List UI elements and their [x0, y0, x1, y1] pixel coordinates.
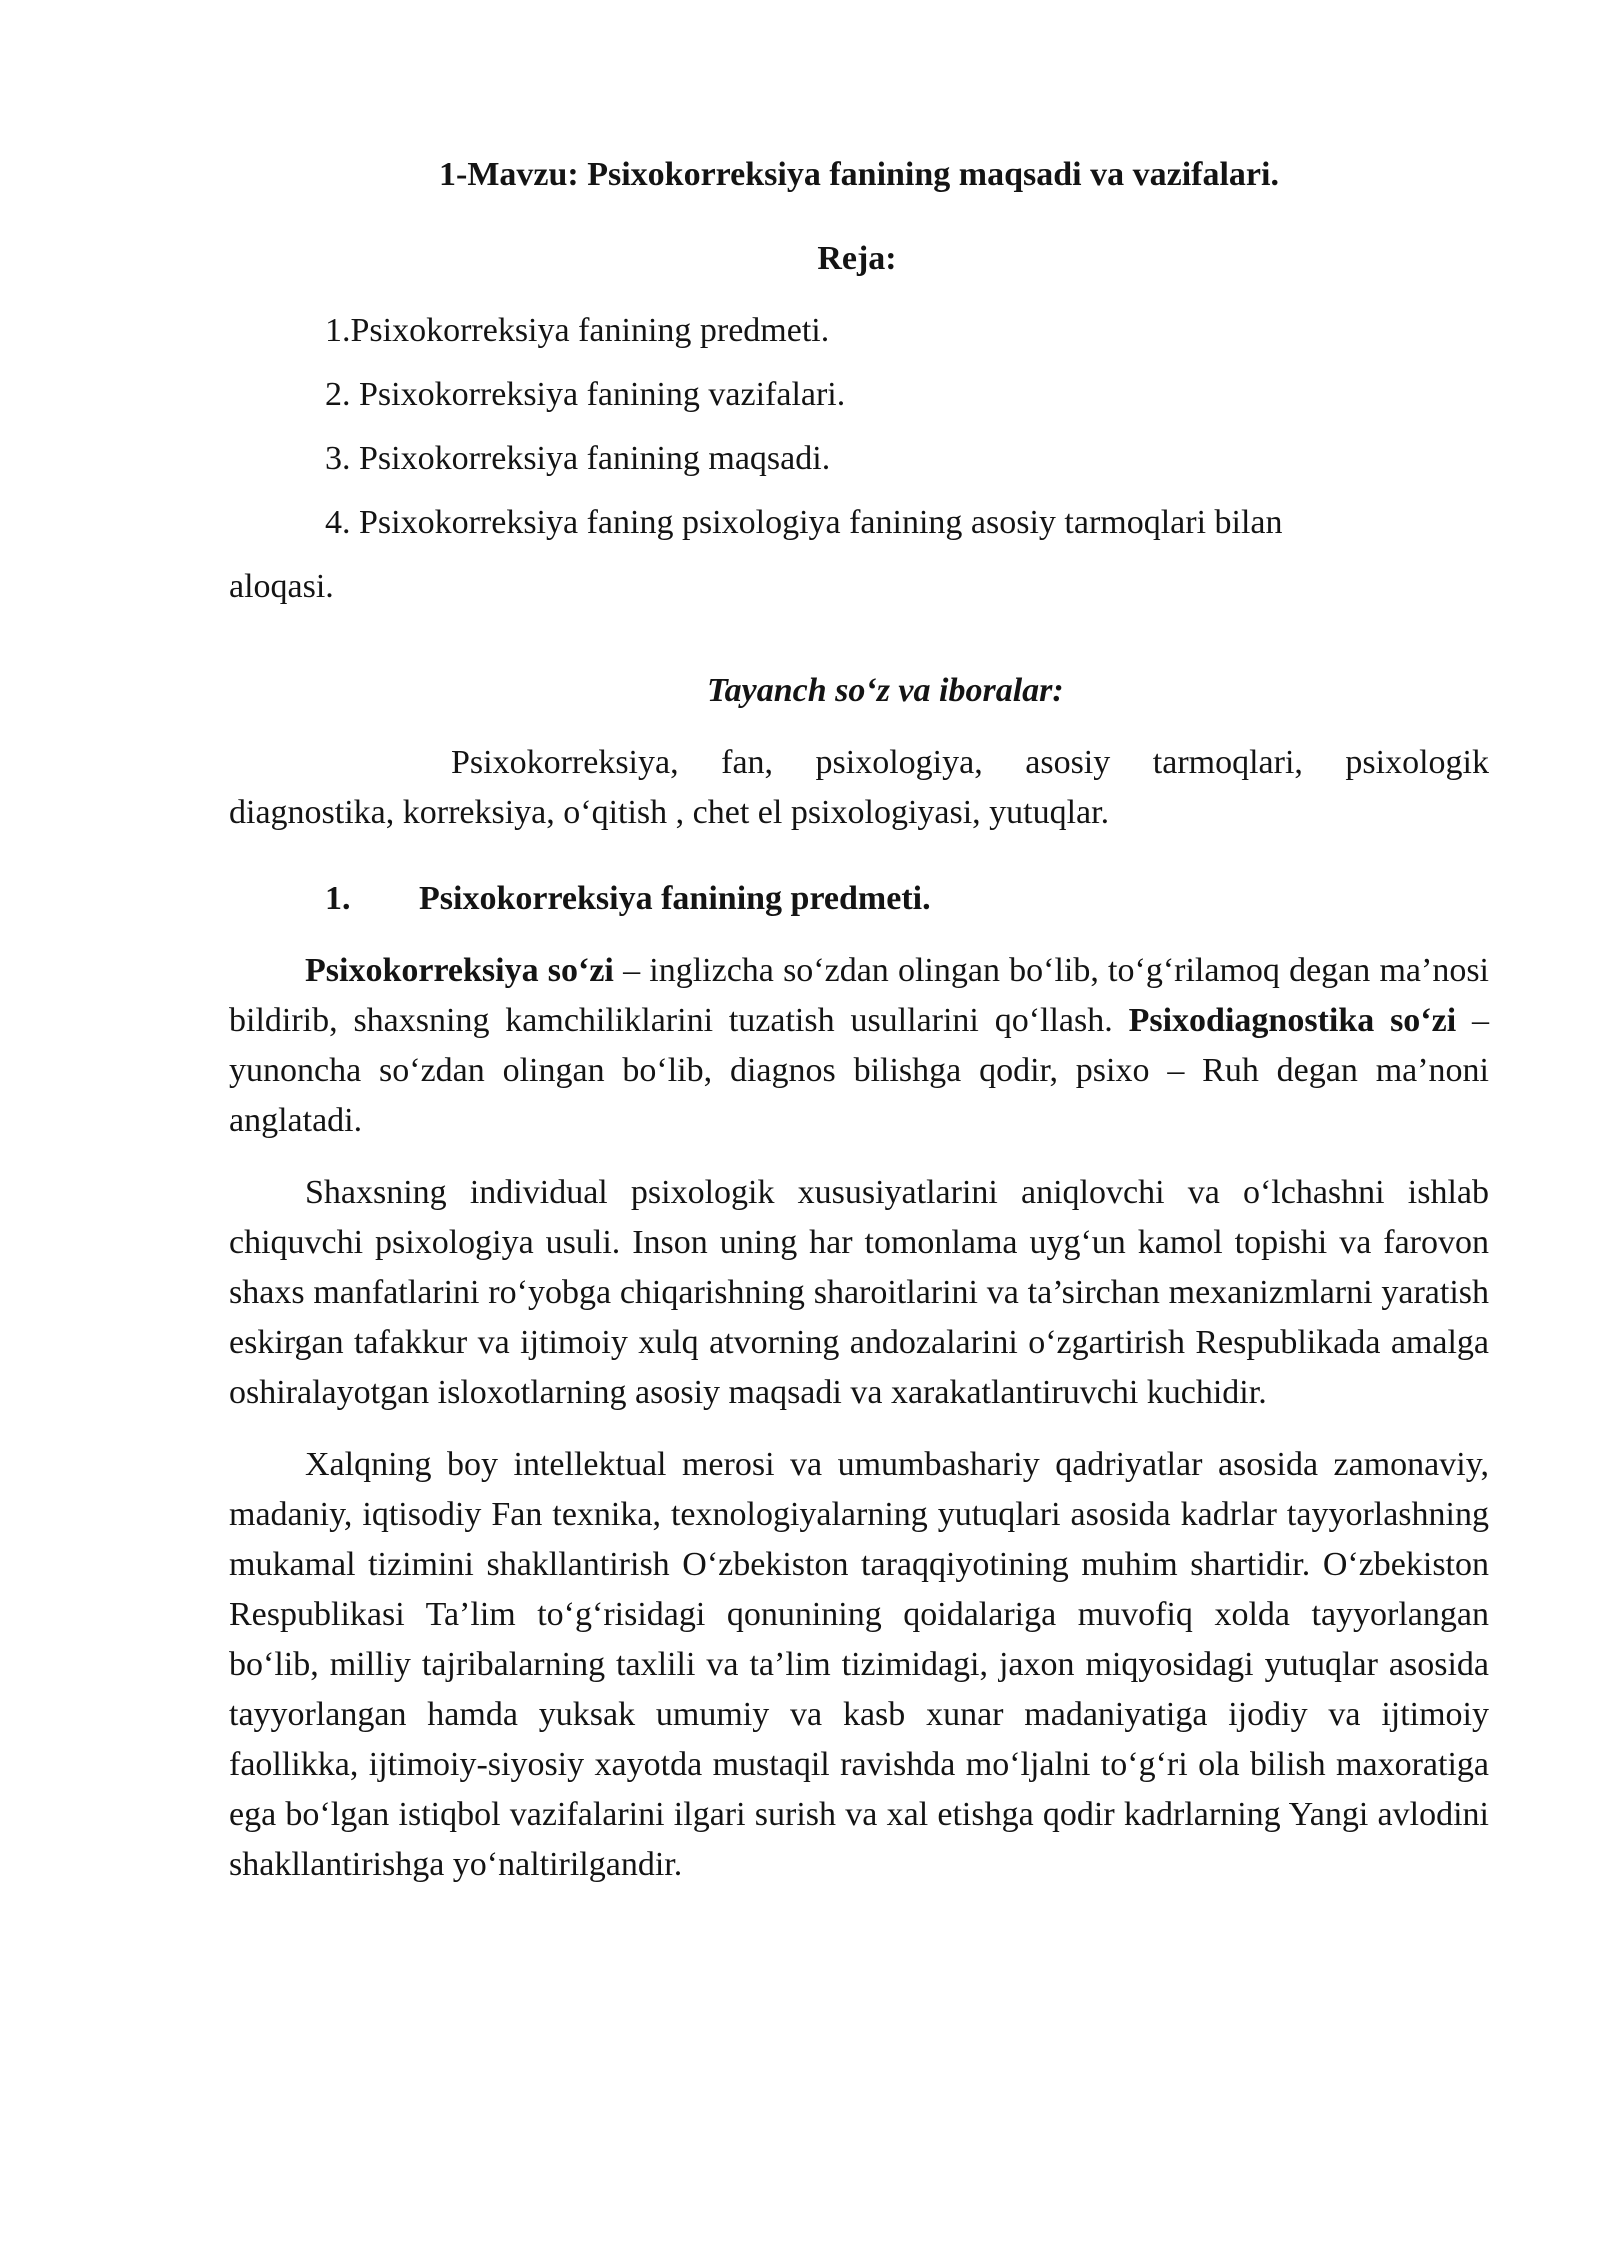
- plan-heading: Reja:: [817, 240, 897, 277]
- definition-psixokorreksiya: – inglizcha so‘zdan olingan bo‘lib, to‘g‘rilamoq degan ma’nosi bildirib, shaxsning kamchiliklarini tuzatish usullarini qo‘llash.: [229, 952, 1489, 1039]
- plan-item-1: 1.Psixokorreksiya fanining predmeti.: [325, 312, 830, 349]
- plan-item-4-continuation: aloqasi.: [229, 568, 334, 605]
- section-heading: [325, 874, 1489, 924]
- plan-item-2: 2. Psixokorreksiya fanining vazifalari.: [325, 376, 846, 413]
- term-psixokorreksiya: Psixokorreksiya so‘zi: [305, 952, 614, 989]
- section-title: Psixokorreksiya fanining predmeti.: [419, 880, 931, 917]
- term-psixodiagnostika: Psixodiagnostika so‘zi: [1128, 1002, 1457, 1039]
- paragraph-3: Xalqning boy intellektual merosi va umumbashariy qadriyatlar asosida zamonaviy, madaniy, iqtisodiy Fan texnika, texnologiyalarning yutuqlari asosida kadrlar tayyorlashning mukamal tizimini shakllantirish O‘zbekiston taraqqiyotining muhim shartidir. O‘zbekiston Respublikasi Ta’lim to‘g‘risidagi qonunining qoidalariga muvofiq xolda tayyorlangan bo‘lib, milliy tajribalarning taxlili va ta’lim tizimidagi, jaxon miqyosidagi yutuqlar asosida tayyorlangan hamda yuksak umumiy va kasb xunar madaniyatiga ijodiy va ijtimoiy faollikka, ijtimoiy-siyosiy xayotda mustaqil ravishda mo‘ljalni to‘g‘ri ola bilish maxoratiga ega bo‘lgan istiqbol vazifalarini ilgari surish va xal etishga qodir kadrlarning Yangi avlodini shakllantirishga yo‘naltirilgandir.: [229, 1446, 1489, 1883]
- definition-psixodiagnostika: – yunoncha so‘zdan olingan bo‘lib, diagnos bilishga qodir, psixo – Ruh degan ma’noni anglatadi.: [229, 1002, 1490, 1139]
- keywords-text: Psixokorreksiya, fan, psixologiya, asosiy tarmoqlari, psixologik diagnostika, korreksiya, o‘qitish , chet el psixologiyasi, yutuqlar.: [229, 744, 1489, 831]
- paragraph-2: Shaxsning individual psixologik xususiyatlarini aniqlovchi va o‘lchashni ishlab chiquvchi psixologiya usuli. Inson uning har tomonlama uyg‘un kamol topishi va farovon shaxs manfatlarini ro‘yobga chiqarishning sharoitlarini va ta’sirchan mexanizmlarni yaratish eskirgan tafakkur va ijtimoiy xulq atvorning andozalarini o‘zgartirish Respublikada amalga oshiralayotgan isloxotlarning asosiy maqsadi va xarakatlantiruvchi kuchidir.: [229, 1174, 1489, 1411]
- section-number: 1.: [325, 880, 351, 917]
- page-title: 1-Mavzu: Psixokorreksiya fanining maqsadi va vazifalari.: [439, 156, 1279, 193]
- plan-item-4: 4. Psixokorreksiya faning psixologiya fanining asosiy tarmoqlari bilan: [325, 504, 1283, 541]
- plan-item-3: 3. Psixokorreksiya fanining maqsadi.: [325, 440, 831, 477]
- paragraph-definitions: [229, 946, 1489, 1146]
- document-body: [229, 150, 1489, 1912]
- keywords-heading: Tayanch so‘z va iboralar:: [707, 672, 1064, 709]
